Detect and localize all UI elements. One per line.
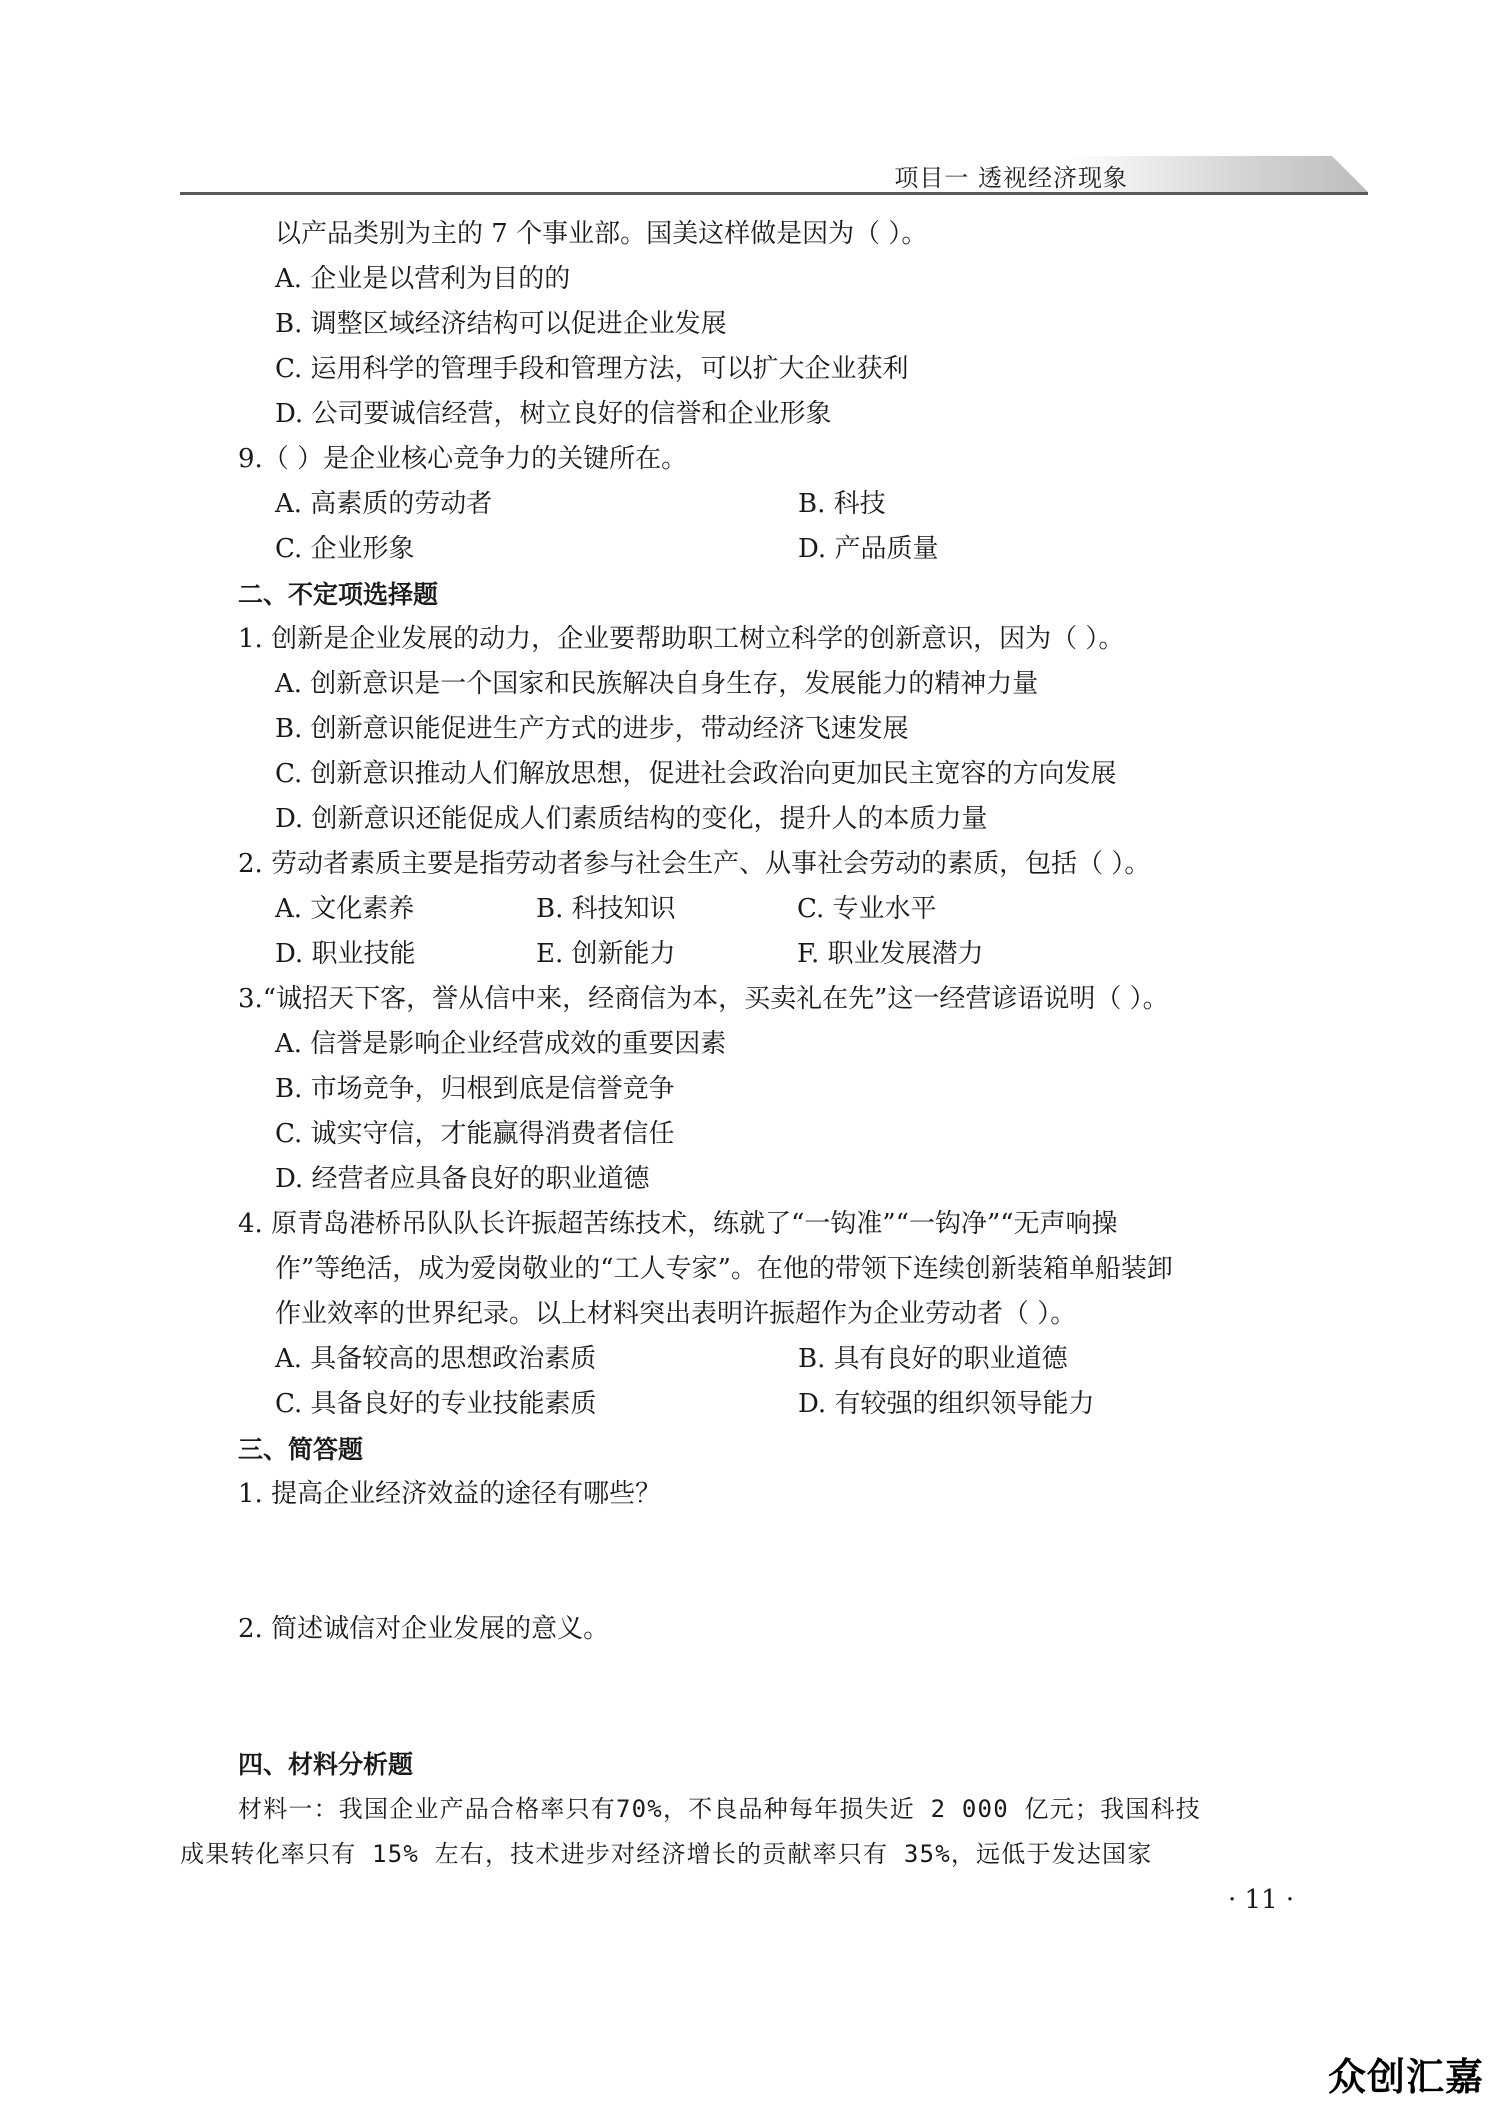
option-text: C. 运用科学的管理手段和管理方法，可以扩大企业获利 [275, 354, 909, 384]
page-number: · 11 · [1228, 1885, 1295, 1915]
option-text: C. 创新意识推动人们解放思想，促进社会政治向更加民主宽容的方向发展 [275, 759, 1117, 789]
question-continuation: 作业效率的世界纪录。以上材料突出表明许振超作为企业劳动者（ ）。 [275, 1299, 1077, 1329]
watermark-logo: 众创汇嘉 [1328, 2055, 1485, 2099]
option-row [180, 1382, 1330, 1427]
option-text: B. 具有良好的职业道德 [798, 1344, 1068, 1374]
section-heading: 二、不定项选择题 [238, 580, 439, 609]
option-text: D. 创新意识还能促成人们素质结构的变化，提升人的本质力量 [275, 804, 988, 834]
option-text: B. 调整区域经济结构可以促进企业发展 [275, 309, 727, 339]
option-row [180, 932, 1330, 977]
question-text: 1. 提高企业经济效益的途径有哪些？ [238, 1479, 662, 1509]
option-text: C. 诚实守信，才能赢得消费者信任 [275, 1119, 675, 1149]
running-header [180, 150, 1368, 194]
question-text: 3.“诚招天下客，誉从信中来，经商信为本，买卖礼在先”这一经营谚语说明（ ）。 [238, 984, 1169, 1014]
option-text: B. 市场竞争，归根到底是信誉竞争 [275, 1074, 675, 1104]
section-heading: 三、简答题 [238, 1435, 364, 1464]
option-text: B. 科技 [798, 489, 886, 519]
option-row [180, 887, 1330, 932]
option-text: A. 信誉是影响企业经营成效的重要因素 [275, 1029, 727, 1059]
option-text: C. 专业水平 [797, 894, 937, 924]
option-text: B. 创新意识能促进生产方式的进步，带动经济飞速发展 [275, 714, 909, 744]
option-text: F. 职业发展潜力 [797, 939, 984, 969]
question-continuation: 作”等绝活，成为爱岗敬业的“工人专家”。在他的带领下连续创新装箱单船装卸 [275, 1254, 1173, 1284]
option-row [180, 527, 1330, 572]
option-text: A. 高素质的劳动者 [275, 489, 493, 519]
question-text: 1. 创新是企业发展的动力，企业要帮助职工树立科学的创新意识，因为（ ）。 [238, 624, 1125, 654]
option-text: C. 企业形象 [275, 534, 415, 564]
option-text: A. 文化素养 [275, 894, 415, 924]
question-text: 2. 劳动者素质主要是指劳动者参与社会生产、从事社会劳动的素质，包括（ ）。 [238, 849, 1151, 879]
option-text: B. 科技知识 [536, 894, 676, 924]
option-text: A. 具备较高的思想政治素质 [275, 1344, 597, 1374]
answer-space [180, 1652, 1330, 1742]
option-text: D. 经营者应具备良好的职业道德 [275, 1164, 650, 1194]
material-text-line: 材料一：我国企业产品合格率只有70%，不良品种每年损失近 2 000 亿元；我国科技 [238, 1795, 1201, 1823]
question-continuation: 以产品类别为主的 7 个事业部。国美这样做是因为（ ）。 [275, 219, 928, 249]
option-row [180, 482, 1330, 527]
option-text: D. 有较强的组织领导能力 [798, 1389, 1095, 1419]
question-text: 4. 原青岛港桥吊队队长许振超苦练技术，练就了“一钩准”“一钩净”“无声响操 [238, 1209, 1118, 1239]
option-text: A. 创新意识是一个国家和民族解决自身生存，发展能力的精神力量 [275, 669, 1039, 699]
question-text: 9.（ ）是企业核心竞争力的关键所在。 [238, 444, 688, 474]
header-rule [180, 192, 1368, 195]
option-text: E. 创新能力 [536, 939, 676, 969]
option-text: C. 具备良好的专业技能素质 [275, 1389, 597, 1419]
page-body [180, 212, 1330, 1877]
answer-space [180, 1517, 1330, 1607]
option-text: D. 公司要诚信经营，树立良好的信誉和企业形象 [275, 399, 832, 429]
header-title: 项目一 透视经济现象 [894, 164, 1128, 192]
option-row [180, 1337, 1330, 1382]
material-text-line: 成果转化率只有 15% 左右，技术进步对经济增长的贡献率只有 35%，远低于发达国家 [180, 1840, 1153, 1868]
option-text: D. 职业技能 [275, 939, 416, 969]
option-text: A. 企业是以营利为目的的 [275, 264, 571, 294]
question-text: 2. 简述诚信对企业发展的意义。 [238, 1614, 610, 1644]
option-text: D. 产品质量 [798, 534, 939, 564]
section-heading: 四、材料分析题 [238, 1750, 414, 1779]
